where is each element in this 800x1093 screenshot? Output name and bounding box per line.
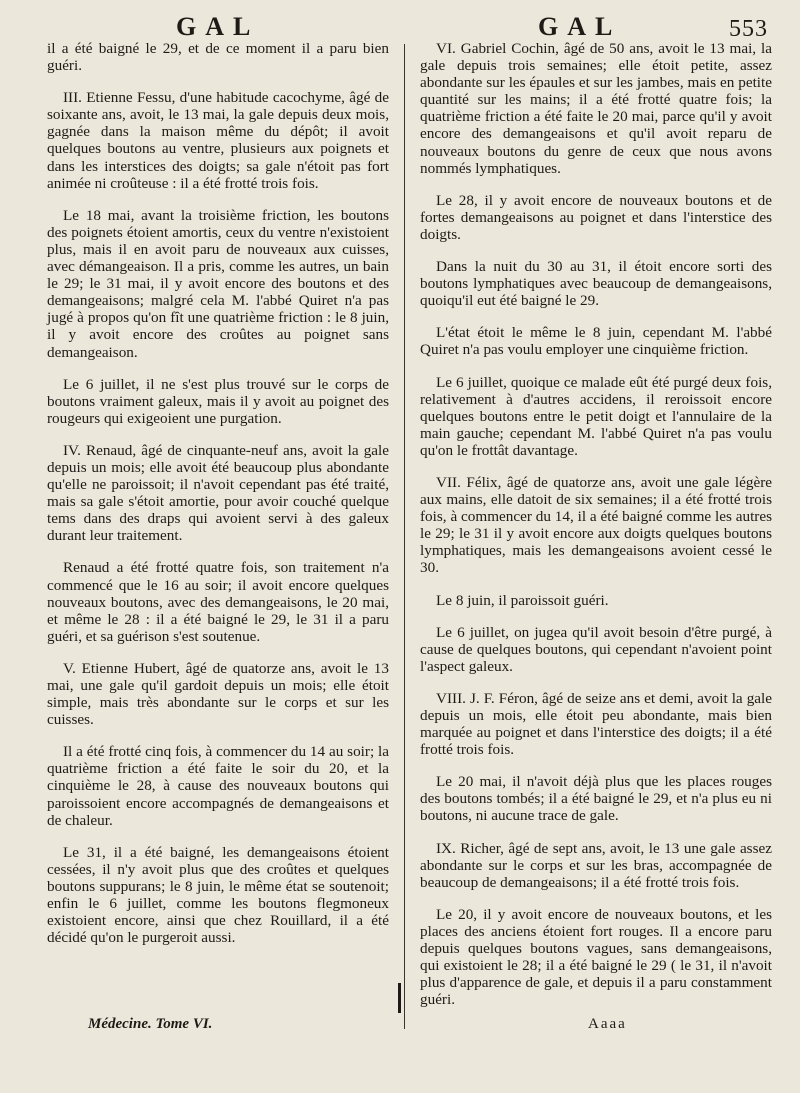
running-head-right: GAL — [538, 12, 622, 41]
paragraph: VII. Félix, âgé de quatorze ans, avoit une gale légère aux mains, elle datoit de six semaines; il a été frotté trois fois, à commencer du 14, il a été baigné comme les autres le 29; le 31 il y avoit encore aux doigts quelques boutons lymphatiques, mais les demangeaisons avoient cessé le 30. — [420, 473, 772, 577]
paragraph: III. Etienne Fessu, d'une habitude cacochyme, âgé de soixante ans, avoit, le 13 mai, la gale depuis deux mois, gagnée dans la maison même du dépôt; il avoit quelques boutons au ventre, plusieurs aux poignets et dans les interstices des doigts; sa gale n'étoit pas fort animée ni croûteuse : il a été frotté trois fois. — [47, 89, 389, 192]
paragraph: V. Etienne Hubert, âgé de quatorze ans, avoit le 13 mai, une gale qu'il gardoit depuis un mois; elle étoit simple, mais très abondante sur le corps et sur les cuisses. — [47, 659, 389, 729]
paragraph: Renaud a été frotté quatre fois, son traitement n'a commencé que le 16 au soir; il avoit encore quelques nouveaux boutons, avec des demangeaisons, le 20 mai, et même le 28 : il a été baigné le 29, le 31 il a paru guéri, et sa guérison s'est soutenue. — [47, 559, 389, 645]
paragraph: Le 28, il y avoit encore de nouveaux boutons et de fortes demangeaisons au poignet et dans l'interstice des doigts. — [420, 191, 772, 243]
paragraph: Le 8 juin, il paroissoit guéri. — [436, 591, 609, 609]
column-divider — [404, 44, 405, 1029]
right-column — [420, 40, 772, 1023]
paragraph: Il a été frotté cinq fois, à commencer du 14 au soir; la quatrième friction a été faite le soir du 20, et la cinquième le 28, à cause des nouveaux boutons qui paroissoient encore accompagnés de demangeaisons et de chaleur. — [47, 743, 389, 829]
paragraph: VIII. J. F. Féron, âgé de seize ans et demi, avoit la gale depuis un mois, elle étoit peu abondante, mais bien marquée au poignet et dans l'interstice des doigts; il a été frotté trois fois. — [420, 689, 772, 759]
left-column — [47, 40, 389, 961]
signature-line: Médecine. Tome VI. — [88, 1016, 213, 1032]
paragraph: IV. Renaud, âgé de cinquante-neuf ans, avoit la gale depuis un mois; elle avoit été beaucoup plus abondante qu'elle ne paroissoit; il n'avoit cependant pas été traité, mais sa gale s'étoit amortie, pour avoir couché quelque tems dans des draps qui avoient servi à des galeux durant leur traitement. — [47, 441, 389, 545]
paragraph: IX. Richer, âgé de sept ans, avoit, le 13 une gale assez abondante sur le corps et sur les bras, accompagnée de beaucoup de demangeaisons; il a été frotté trois fois. — [420, 839, 772, 891]
paragraph: Le 6 juillet, quoique ce malade eût été purgé deux fois, relativement à d'autres accidens, il reroissoit encore quelques boutons entre le petit doigt et l'annulaire de la main gauche; cependant M. l'abbé Quiret n'a pas voulu qu'on le frottât davantage. — [420, 373, 772, 459]
page-number: 553 — [729, 16, 768, 42]
margin-mark — [398, 983, 401, 1013]
paragraph: Le 31, il a été baigné, les demangeaisons étoient cessées, il n'y avoit plus que des croûtes et quelques boutons suppurans; le 8 juin, le même état se soutenoit; enfin le 6 juillet, comme les boutons flegmoneux existoient encore, ainsi que chez Rouillard, il a été décidé qu'on le purgeroit aussi. — [47, 843, 389, 947]
signature-mark: Aaaa — [588, 1016, 627, 1032]
paragraph: Le 6 juillet, on jugea qu'il avoit besoin d'être purgé, à cause de quelques boutons, qui cependant n'avoient point l'aspect galeux. — [420, 623, 772, 675]
paragraph: il a été baigné le 29, et de ce moment il a paru bien guéri. — [47, 40, 389, 75]
paragraph: L'état étoit le même le 8 juin, cependant M. l'abbé Quiret n'a pas voulu employer une cinquième friction. — [420, 324, 772, 359]
paragraph: VI. Gabriel Cochin, âgé de 50 ans, avoit le 13 mai, la gale depuis trois semaines; elle étoit petite, assez abondante sur les épaules et sur les jambes, mais en petite quantité sur les mains; il a été frotté quatre fois; la quatrième friction a été faite le 20 mai, parce qu'il y avoit encore des demangeaisons et qu'il avoit reparu de nouveaux boutons du genre de ceux que nous avons nommés lymphatiques. — [420, 40, 772, 177]
paragraph: Le 6 juillet, il ne s'est plus trouvé sur le corps de boutons vraiment galeux, mais il y avoit au poignet des rougeurs qui exigeoient une purgation. — [47, 375, 389, 427]
paragraph: Le 18 mai, avant la troisième friction, les boutons des poignets étoient amortis, ceux du ventre n'existoient plus, mais il en avoit paru de nouveaux aux cuisses, avec démangeaison. Il a pris, comme les autres, un bain le 29; le 31 mai, il y avoit encore des boutons et des demangeaisons; malgré cela M. l'abbé Quiret n'a pas jugé à propos qu'on fît une quatrième friction : le 8 juin, il y avoit encore des croûtes au poignet sans demangeaison. — [47, 206, 389, 361]
paragraph: Le 20 mai, il n'avoit déjà plus que les places rouges des boutons tombés; il a été baigné le 29, et n'a plus eu ni boutons, ni aucune trace de gale. — [420, 773, 772, 825]
paragraph: Dans la nuit du 30 au 31, il étoit encore sorti des boutons lymphatiques avec beaucoup de demangeaisons, quoiqu'il eut été baigné le 29. — [420, 258, 772, 310]
page-header — [0, 8, 800, 44]
running-head-left: GAL — [176, 12, 260, 41]
paragraph: Le 20, il y avoit encore de nouveaux boutons, et les places des anciens étoient fort rouges. Il a encore paru depuis quelques boutons vagues, sans demangeaisons, qui existoient le 28; il a été baigné le 29 ( le 31, il n'avoit plus d'apparence de gale, et depuis il a paru constamment guéri. — [420, 905, 772, 1009]
